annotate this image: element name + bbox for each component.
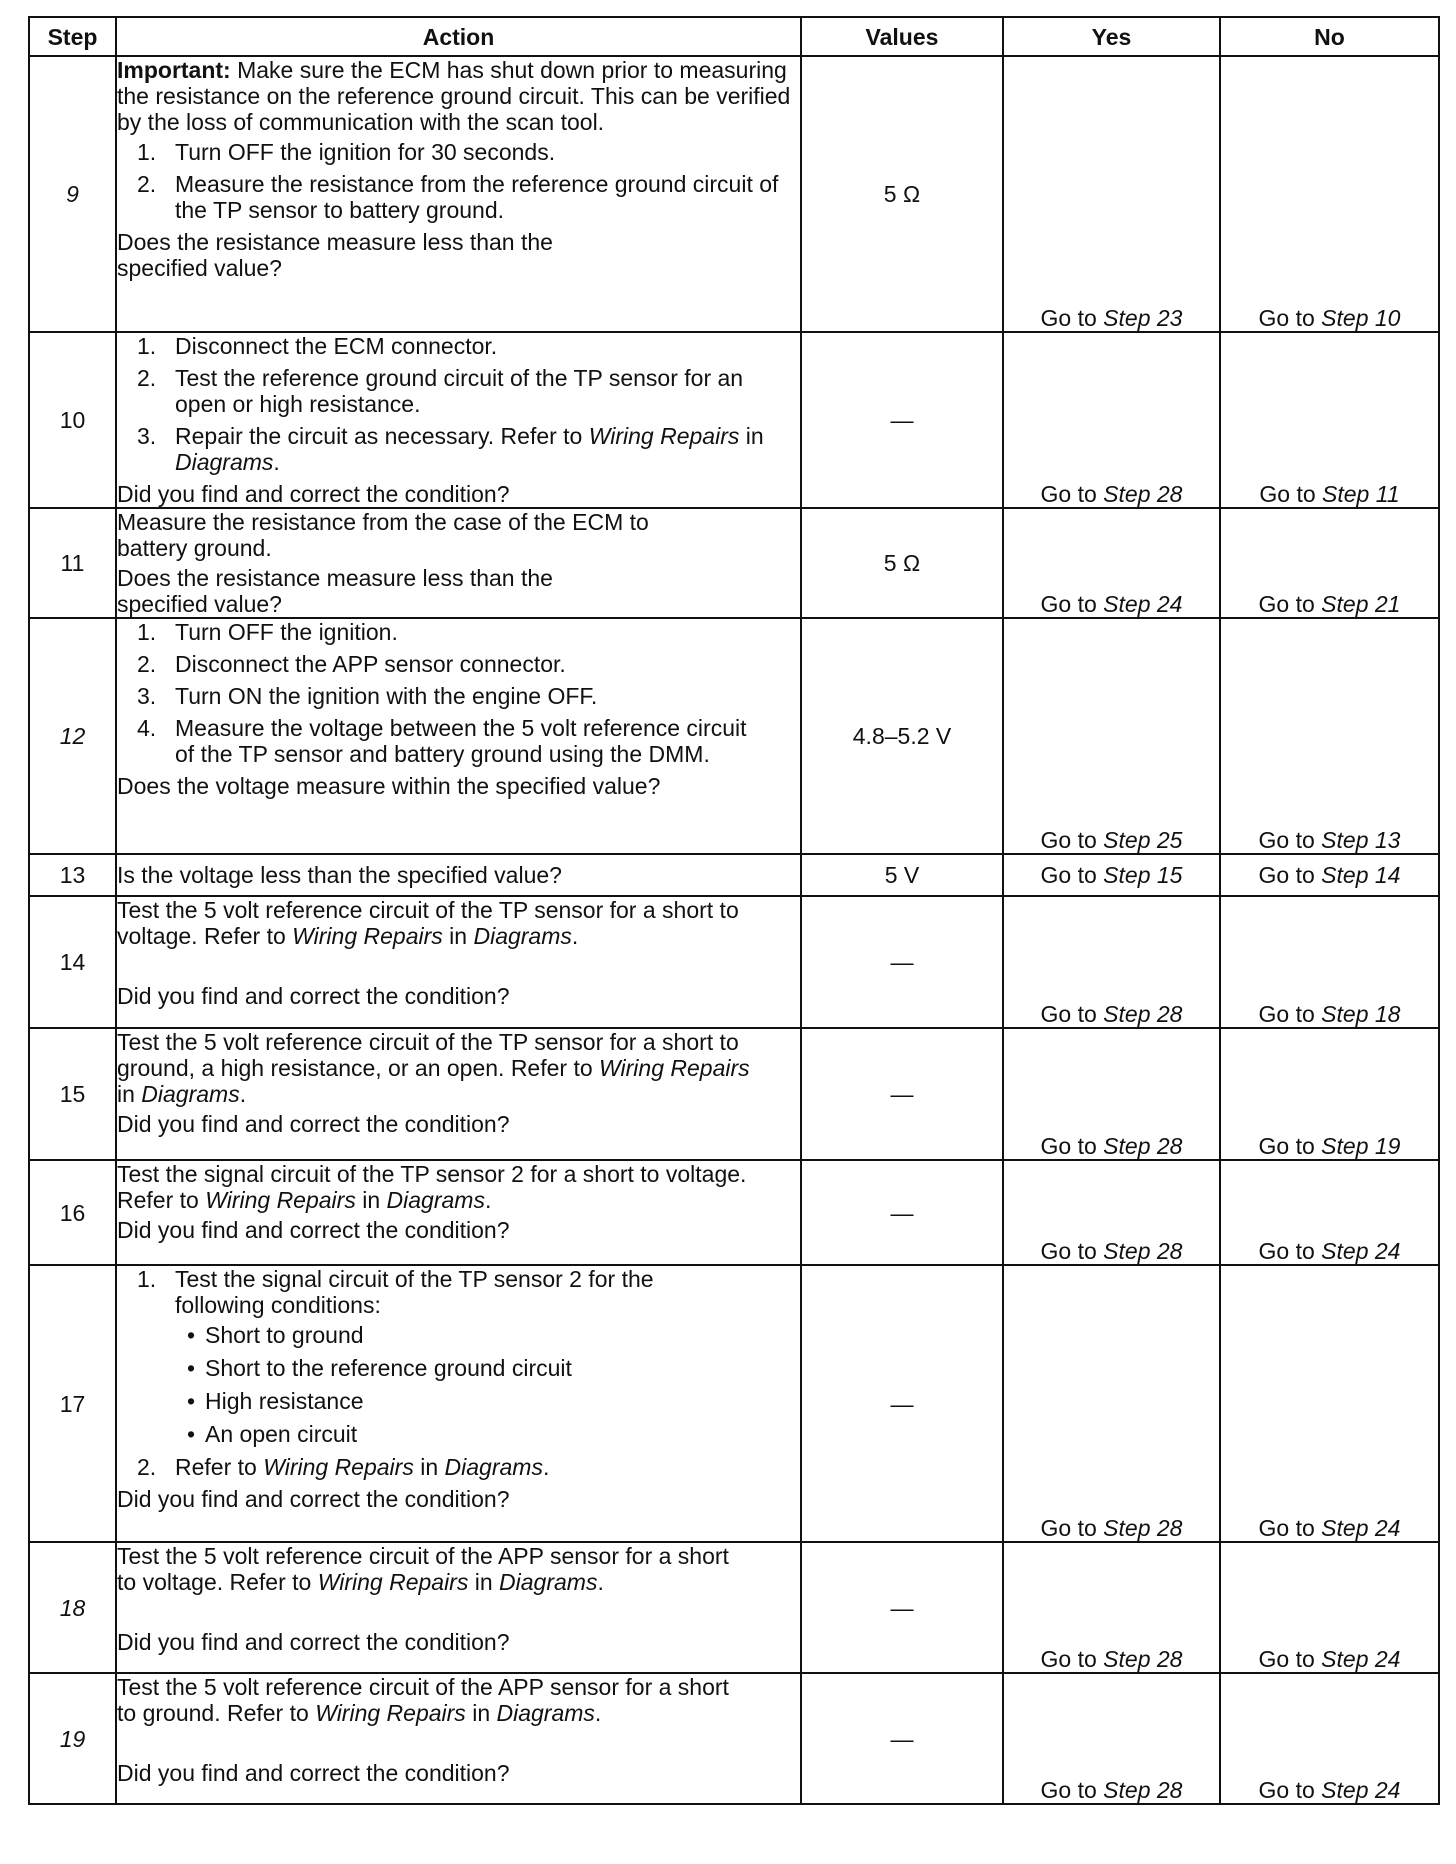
item-text: Repair the circuit as necessary. Refer to <box>175 423 583 449</box>
no-goto <box>1220 56 1439 332</box>
no-goto <box>1220 854 1439 896</box>
step-number: 13 <box>29 854 116 896</box>
goto-step: Step 23 <box>1103 305 1183 331</box>
diagrams-ref: Diagrams <box>473 923 572 949</box>
no-goto <box>1220 332 1439 508</box>
action-text-main: Test the 5 volt reference circuit of the APP sensor for a short to ground. Refer to <box>117 1674 729 1726</box>
step-number: 18 <box>29 1542 116 1673</box>
step-number: 14 <box>29 896 116 1028</box>
goto-step: Step 24 <box>1321 1238 1401 1264</box>
wiring-repairs-ref: Wiring Repairs <box>315 1700 466 1726</box>
diagnostic-steps-table <box>28 16 1440 1805</box>
goto-step: Step 28 <box>1103 1777 1183 1803</box>
item-number: 1. <box>137 1266 157 1292</box>
action-cell <box>116 1028 801 1160</box>
diagrams-ref: Diagrams <box>444 1454 543 1480</box>
yes-goto <box>1003 1542 1220 1673</box>
action-text-main: Test the 5 volt reference circuit of the APP sensor for a short to voltage. Refer to <box>117 1543 729 1595</box>
bullet-text: High resistance <box>205 1388 364 1414</box>
spec-value: 4.8–5.2 V <box>801 618 1003 854</box>
spec-value: — <box>801 1542 1003 1673</box>
action-text-main: Test the 5 volt reference circuit of the TP sensor for a short to ground, a high resistance, or an open. Refer to <box>117 1029 739 1081</box>
table-row <box>29 1028 1439 1160</box>
step-number: 17 <box>29 1265 116 1542</box>
numbered-list <box>117 619 800 767</box>
wiring-repairs-ref: Wiring Repairs <box>292 923 443 949</box>
numbered-list <box>117 333 800 475</box>
item-number: 1. <box>137 139 157 165</box>
in-word: in <box>472 1700 491 1726</box>
wiring-repairs-ref: Wiring Repairs <box>317 1569 469 1595</box>
no-goto <box>1220 508 1439 618</box>
goto-step: Step 24 <box>1321 1646 1401 1672</box>
list-item: 3. Repair the circuit as necessary. Refer to Wiring Repairs in Diagrams. <box>137 423 764 475</box>
goto-text: Go to <box>1258 305 1315 331</box>
spec-value: — <box>801 1028 1003 1160</box>
spec-value: — <box>801 332 1003 508</box>
goto-text: Go to <box>1259 481 1316 507</box>
goto-text: Go to <box>1258 1133 1315 1159</box>
table-row <box>29 508 1439 618</box>
item-number: 3. <box>137 683 157 709</box>
goto-step: Step 24 <box>1321 1515 1401 1541</box>
item-text: Test the signal circuit of the TP sensor 2 for the following conditions: <box>175 1266 654 1318</box>
table-row <box>29 854 1439 896</box>
action-text-main: Test the 5 volt reference circuit of the TP sensor for a short to voltage. Refer to <box>117 897 739 949</box>
question-text: Did you find and correct the condition? <box>117 1629 510 1655</box>
question-text: Does the resistance measure less than the specified value? <box>117 229 553 281</box>
header-yes: Yes <box>1003 17 1220 56</box>
goto-step: Step 19 <box>1321 1133 1401 1159</box>
item-text: Test the reference ground circuit of the TP sensor for an open or high resistance. <box>175 365 744 417</box>
important-text: Make sure the ECM has shut down prior to measuring the resistance on the reference ground circuit. This can be verified by the loss of communication with the scan tool. <box>117 57 791 135</box>
goto-step: Step 15 <box>1103 862 1183 888</box>
no-goto <box>1220 1028 1439 1160</box>
yes-goto <box>1003 854 1220 896</box>
list-item <box>117 683 800 709</box>
question-text: Did you find and correct the condition? <box>117 983 510 1009</box>
in-word: in <box>117 1081 135 1107</box>
item-text: Turn OFF the ignition for 30 seconds. <box>175 139 556 165</box>
item-number: 1. <box>137 333 157 359</box>
table-row <box>29 896 1439 1028</box>
bullet-text: An open circuit <box>205 1421 358 1447</box>
item-text: Turn OFF the ignition. <box>175 619 398 645</box>
action-text: Test the 5 volt reference circuit of the TP sensor for a short to voltage. Refer to Wiring Repairs in Diagrams. <box>117 897 739 949</box>
goto-text: Go to <box>1258 827 1315 853</box>
table-row <box>29 56 1439 332</box>
goto-text: Go to <box>1040 591 1097 617</box>
header-action: Action <box>116 17 801 56</box>
bullet-item: • Short to the reference ground circuit <box>187 1355 572 1381</box>
goto-step: Step 28 <box>1103 1001 1183 1027</box>
item-number: 3. <box>137 423 157 449</box>
item-text: Disconnect the ECM connector. <box>175 333 498 359</box>
spec-value: — <box>801 1160 1003 1265</box>
step-number: 19 <box>29 1673 116 1804</box>
goto-text: Go to <box>1040 305 1097 331</box>
goto-text: Go to <box>1040 1001 1097 1027</box>
goto-step: Step 13 <box>1321 827 1401 853</box>
goto-text: Go to <box>1258 862 1315 888</box>
item-text: Refer to <box>175 1454 257 1480</box>
in-word: in <box>449 923 468 949</box>
goto-step: Step 18 <box>1321 1001 1401 1027</box>
list-item <box>117 171 800 223</box>
diagrams-ref: Diagrams <box>496 1700 595 1726</box>
no-goto <box>1220 1673 1439 1804</box>
table-row <box>29 1265 1439 1542</box>
question-text: Did you find and correct the condition? <box>117 1486 510 1512</box>
list-item <box>117 715 800 767</box>
goto-step: Step 24 <box>1321 1777 1401 1803</box>
goto-text: Go to <box>1040 481 1097 507</box>
numbered-list <box>117 1266 800 1480</box>
action-cell <box>116 1160 801 1265</box>
spec-value: 5 Ω <box>801 508 1003 618</box>
goto-text: Go to <box>1258 1777 1315 1803</box>
list-item <box>117 619 800 645</box>
step-number: 15 <box>29 1028 116 1160</box>
goto-text: Go to <box>1258 591 1315 617</box>
item-number: 2. <box>137 1454 157 1480</box>
item-text: Measure the resistance from the reference ground circuit of the TP sensor to battery ground. <box>175 171 779 223</box>
goto-text: Go to <box>1040 1238 1097 1264</box>
bullet-item: • An open circuit <box>187 1421 358 1447</box>
list-item <box>117 139 800 165</box>
item-text: Measure the voltage between the 5 volt reference circuit of the TP sensor and battery ground using the DMM. <box>175 715 747 767</box>
table-row <box>29 1160 1439 1265</box>
header-row <box>29 17 1439 56</box>
yes-goto <box>1003 56 1220 332</box>
table-row <box>29 618 1439 854</box>
action-cell <box>116 508 801 618</box>
no-goto <box>1220 1542 1439 1673</box>
step-number: 12 <box>29 618 116 854</box>
action-cell <box>116 1673 801 1804</box>
numbered-list <box>117 139 800 223</box>
spec-value: — <box>801 896 1003 1028</box>
question-text: Did you find and correct the condition? <box>117 1760 510 1786</box>
goto-step: Step 28 <box>1103 481 1183 507</box>
action-text: Test the 5 volt reference circuit of the APP sensor for a short to voltage. Refer to Wiring Repairs in Diagrams. <box>117 1543 729 1595</box>
important-note <box>117 57 800 135</box>
action-cell <box>116 1265 801 1542</box>
yes-goto <box>1003 1160 1220 1265</box>
goto-step: Step 14 <box>1321 862 1401 888</box>
yes-goto <box>1003 332 1220 508</box>
question-text: Did you find and correct the condition? <box>117 1217 510 1243</box>
no-goto <box>1220 618 1439 854</box>
goto-text: Go to <box>1040 862 1097 888</box>
no-goto <box>1220 1160 1439 1265</box>
step-number: 9 <box>29 56 116 332</box>
bullet-text: Short to the reference ground circuit <box>205 1355 572 1381</box>
goto-step: Step 21 <box>1321 591 1401 617</box>
diagrams-ref: Diagrams <box>141 1081 240 1107</box>
goto-text: Go to <box>1040 1133 1097 1159</box>
action-cell <box>116 896 801 1028</box>
table-row <box>29 1673 1439 1804</box>
goto-text: Go to <box>1040 1515 1097 1541</box>
question-text: Does the voltage measure within the specified value? <box>117 773 661 799</box>
header-values: Values <box>801 17 1003 56</box>
goto-text: Go to <box>1258 1238 1315 1264</box>
item-number: 2. <box>137 365 157 391</box>
action-cell <box>116 854 801 896</box>
goto-step: Step 10 <box>1321 305 1401 331</box>
item-number: 4. <box>137 715 157 741</box>
yes-goto <box>1003 1673 1220 1804</box>
goto-step: Step 24 <box>1103 591 1183 617</box>
goto-step: Step 28 <box>1103 1238 1183 1264</box>
goto-step: Step 28 <box>1103 1646 1183 1672</box>
question-text: Does the resistance measure less than the specified value? <box>117 565 553 617</box>
no-goto <box>1220 896 1439 1028</box>
table-row <box>29 332 1439 508</box>
question-text: Did you find and correct the condition? <box>117 1111 510 1137</box>
no-goto <box>1220 1265 1439 1542</box>
wiring-repairs-ref: Wiring Repairs <box>263 1454 414 1480</box>
important-label: Important: <box>117 57 231 83</box>
action-cell <box>116 1542 801 1673</box>
action-text: Test the 5 volt reference circuit of the TP sensor for a short to ground, a high resistance, or an open. Refer to Wiring Repairs in Diagrams. <box>117 1029 750 1107</box>
diagrams-ref: Diagrams <box>499 1569 598 1595</box>
action-cell <box>116 332 801 508</box>
goto-text: Go to <box>1040 827 1097 853</box>
action-cell <box>116 618 801 854</box>
yes-goto <box>1003 1028 1220 1160</box>
yes-goto <box>1003 896 1220 1028</box>
wiring-repairs-ref: Wiring Repairs <box>599 1055 750 1081</box>
spec-value: 5 Ω <box>801 56 1003 332</box>
step-number: 11 <box>29 508 116 618</box>
goto-text: Go to <box>1040 1777 1097 1803</box>
item-number: 1. <box>137 619 157 645</box>
spec-value: 5 V <box>801 854 1003 896</box>
in-word: in <box>420 1454 439 1480</box>
list-item <box>117 651 800 677</box>
item-number: 2. <box>137 651 157 677</box>
bullet-item: • High resistance <box>187 1388 364 1414</box>
goto-text: Go to <box>1258 1001 1315 1027</box>
goto-text: Go to <box>1258 1515 1315 1541</box>
goto-text: Go to <box>1040 1646 1097 1672</box>
in-word: in <box>474 1569 493 1595</box>
question-text: Is the voltage less than the specified value? <box>117 862 562 888</box>
bullet-item: • Short to ground <box>187 1322 364 1348</box>
wiring-repairs-ref: Wiring Repairs <box>205 1187 356 1213</box>
header-step: Step <box>29 17 116 56</box>
list-item <box>117 1266 800 1447</box>
item-number: 2. <box>137 171 157 197</box>
in-word: in <box>745 423 764 449</box>
goto-step: Step 25 <box>1103 827 1183 853</box>
yes-goto <box>1003 618 1220 854</box>
yes-goto <box>1003 508 1220 618</box>
bullet-text: Short to ground <box>205 1322 364 1348</box>
goto-step: Step 11 <box>1322 481 1400 507</box>
diagrams-ref: Diagrams <box>175 449 274 475</box>
spec-value: — <box>801 1265 1003 1542</box>
in-word: in <box>362 1187 381 1213</box>
step-number: 16 <box>29 1160 116 1265</box>
goto-step: Step 28 <box>1103 1515 1183 1541</box>
action-cell <box>116 56 801 332</box>
yes-goto <box>1003 1265 1220 1542</box>
action-text: Test the 5 volt reference circuit of the APP sensor for a short to ground. Refer to Wiring Repairs in Diagrams. <box>117 1674 729 1726</box>
list-item <box>117 365 800 417</box>
table-row <box>29 1542 1439 1673</box>
goto-step: Step 28 <box>1103 1133 1183 1159</box>
bullet-list <box>175 1322 740 1447</box>
goto-text: Go to <box>1258 1646 1315 1672</box>
action-text: Measure the resistance from the case of the ECM to battery ground. <box>117 509 649 561</box>
action-text-main: Test the signal circuit of the TP sensor 2 for a short to voltage. Refer to <box>117 1161 747 1213</box>
step-number: 10 <box>29 332 116 508</box>
header-no: No <box>1220 17 1439 56</box>
question-text: Did you find and correct the condition? <box>117 481 510 507</box>
list-item: 2. Refer to Wiring Repairs in Diagrams. <box>137 1454 550 1480</box>
list-item <box>117 333 800 359</box>
spec-value: — <box>801 1673 1003 1804</box>
wiring-repairs-ref: Wiring Repairs <box>588 423 740 449</box>
diagrams-ref: Diagrams <box>386 1187 485 1213</box>
item-text: Disconnect the APP sensor connector. <box>175 651 566 677</box>
action-text: Test the signal circuit of the TP sensor 2 for a short to voltage. Refer to Wiring Repairs in Diagrams. <box>117 1161 747 1213</box>
item-text: Turn ON the ignition with the engine OFF. <box>175 683 598 709</box>
